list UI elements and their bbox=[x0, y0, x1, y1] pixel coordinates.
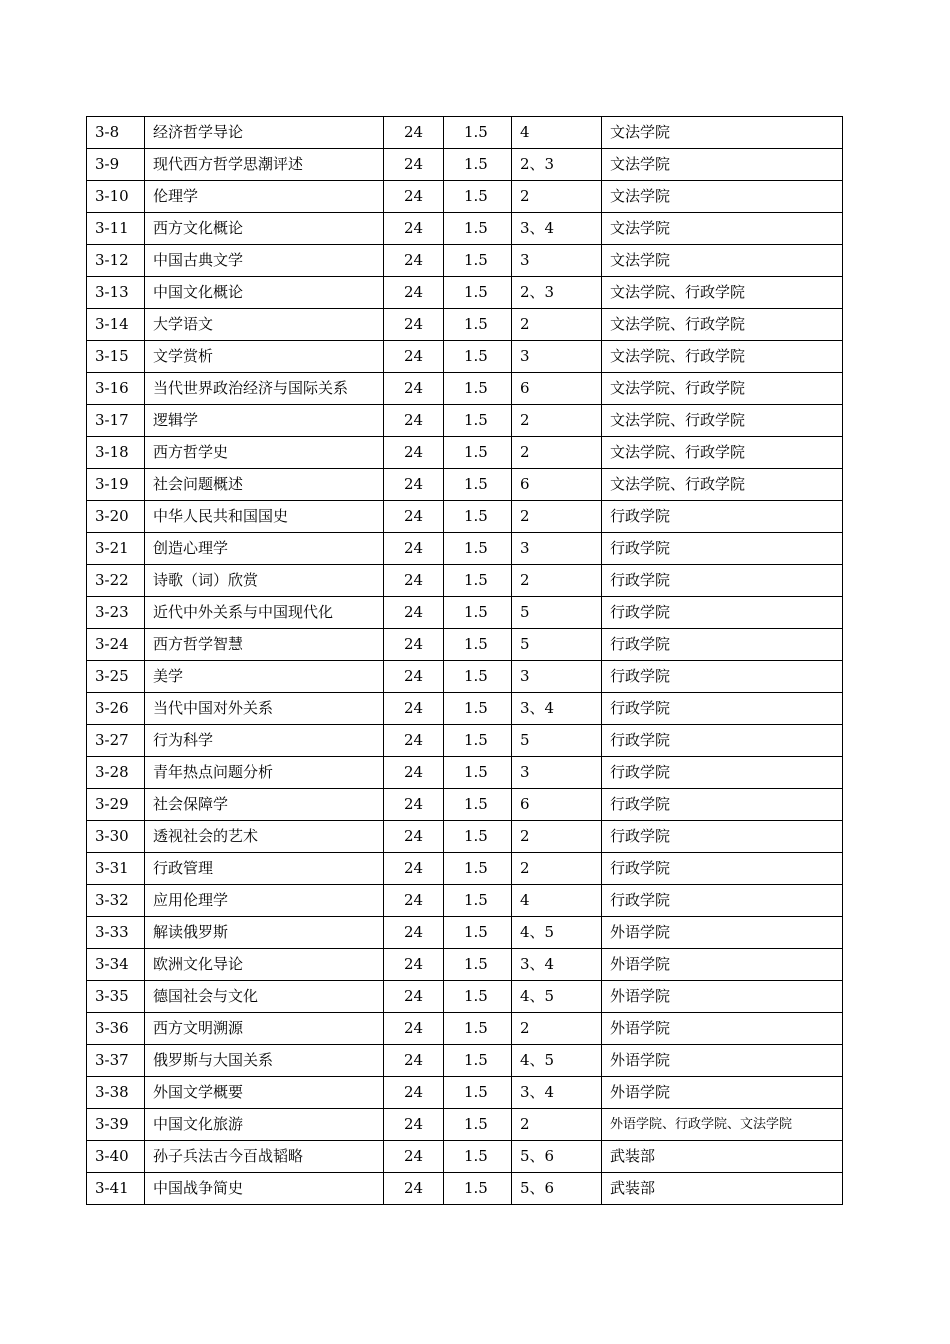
semester-cell: 2 bbox=[512, 1109, 602, 1141]
department-cell: 文法学院、行政学院 bbox=[602, 341, 843, 373]
credit-cell: 1.5 bbox=[444, 981, 512, 1013]
course-code-cell: 3-16 bbox=[87, 373, 145, 405]
credit-cell: 1.5 bbox=[444, 533, 512, 565]
department-cell: 行政学院 bbox=[602, 533, 843, 565]
semester-cell: 6 bbox=[512, 789, 602, 821]
department-cell: 行政学院 bbox=[602, 821, 843, 853]
department-cell: 武装部 bbox=[602, 1141, 843, 1173]
course-code-cell: 3-22 bbox=[87, 565, 145, 597]
credit-cell: 1.5 bbox=[444, 213, 512, 245]
hours-cell: 24 bbox=[384, 885, 444, 917]
course-name-cell: 美学 bbox=[145, 661, 384, 693]
hours-cell: 24 bbox=[384, 661, 444, 693]
course-code-cell: 3-20 bbox=[87, 501, 145, 533]
department-cell: 行政学院 bbox=[602, 661, 843, 693]
department-cell: 外语学院 bbox=[602, 1077, 843, 1109]
credit-cell: 1.5 bbox=[444, 917, 512, 949]
course-name-cell: 创造心理学 bbox=[145, 533, 384, 565]
department-cell: 文法学院、行政学院 bbox=[602, 437, 843, 469]
credit-cell: 1.5 bbox=[444, 437, 512, 469]
hours-cell: 24 bbox=[384, 117, 444, 149]
course-code-cell: 3-34 bbox=[87, 949, 145, 981]
credit-cell: 1.5 bbox=[444, 1173, 512, 1205]
department-cell: 行政学院 bbox=[602, 853, 843, 885]
table-row bbox=[87, 309, 843, 341]
table-row bbox=[87, 213, 843, 245]
department-cell: 行政学院 bbox=[602, 757, 843, 789]
course-name-cell: 透视社会的艺术 bbox=[145, 821, 384, 853]
table-row bbox=[87, 757, 843, 789]
department-cell: 外语学院 bbox=[602, 917, 843, 949]
course-code-cell: 3-9 bbox=[87, 149, 145, 181]
table-row bbox=[87, 149, 843, 181]
course-name-cell: 当代中国对外关系 bbox=[145, 693, 384, 725]
department-cell: 文法学院、行政学院 bbox=[602, 309, 843, 341]
credit-cell: 1.5 bbox=[444, 1013, 512, 1045]
hours-cell: 24 bbox=[384, 245, 444, 277]
hours-cell: 24 bbox=[384, 1077, 444, 1109]
department-cell: 外语学院 bbox=[602, 1013, 843, 1045]
credit-cell: 1.5 bbox=[444, 373, 512, 405]
credit-cell: 1.5 bbox=[444, 629, 512, 661]
course-name-cell: 逻辑学 bbox=[145, 405, 384, 437]
course-code-cell: 3-39 bbox=[87, 1109, 145, 1141]
semester-cell: 3 bbox=[512, 533, 602, 565]
course-name-cell: 西方哲学史 bbox=[145, 437, 384, 469]
credit-cell: 1.5 bbox=[444, 1109, 512, 1141]
credit-cell: 1.5 bbox=[444, 501, 512, 533]
credit-cell: 1.5 bbox=[444, 181, 512, 213]
semester-cell: 2 bbox=[512, 565, 602, 597]
table-row bbox=[87, 117, 843, 149]
credit-cell: 1.5 bbox=[444, 789, 512, 821]
course-name-cell: 诗歌（词）欣赏 bbox=[145, 565, 384, 597]
course-code-cell: 3-12 bbox=[87, 245, 145, 277]
semester-cell: 2 bbox=[512, 405, 602, 437]
semester-cell: 5 bbox=[512, 629, 602, 661]
table-row bbox=[87, 405, 843, 437]
semester-cell: 3 bbox=[512, 245, 602, 277]
table-row bbox=[87, 725, 843, 757]
hours-cell: 24 bbox=[384, 949, 444, 981]
semester-cell: 2 bbox=[512, 1013, 602, 1045]
semester-cell: 2、3 bbox=[512, 277, 602, 309]
course-name-cell: 西方哲学智慧 bbox=[145, 629, 384, 661]
course-name-cell: 文学赏析 bbox=[145, 341, 384, 373]
course-name-cell: 社会保障学 bbox=[145, 789, 384, 821]
semester-cell: 4、5 bbox=[512, 1045, 602, 1077]
course-name-cell: 现代西方哲学思潮评述 bbox=[145, 149, 384, 181]
semester-cell: 3、4 bbox=[512, 949, 602, 981]
department-cell: 武装部 bbox=[602, 1173, 843, 1205]
course-code-cell: 3-35 bbox=[87, 981, 145, 1013]
semester-cell: 3、4 bbox=[512, 1077, 602, 1109]
semester-cell: 3 bbox=[512, 661, 602, 693]
semester-cell: 6 bbox=[512, 469, 602, 501]
hours-cell: 24 bbox=[384, 405, 444, 437]
semester-cell: 3、4 bbox=[512, 213, 602, 245]
semester-cell: 2、3 bbox=[512, 149, 602, 181]
department-cell: 行政学院 bbox=[602, 629, 843, 661]
semester-cell: 2 bbox=[512, 309, 602, 341]
table-row bbox=[87, 501, 843, 533]
credit-cell: 1.5 bbox=[444, 405, 512, 437]
credit-cell: 1.5 bbox=[444, 117, 512, 149]
course-code-cell: 3-36 bbox=[87, 1013, 145, 1045]
credit-cell: 1.5 bbox=[444, 309, 512, 341]
course-code-cell: 3-15 bbox=[87, 341, 145, 373]
table-row bbox=[87, 981, 843, 1013]
course-name-cell: 孙子兵法古今百战韬略 bbox=[145, 1141, 384, 1173]
course-code-cell: 3-8 bbox=[87, 117, 145, 149]
department-cell: 行政学院 bbox=[602, 789, 843, 821]
hours-cell: 24 bbox=[384, 309, 444, 341]
semester-cell: 2 bbox=[512, 437, 602, 469]
semester-cell: 3 bbox=[512, 341, 602, 373]
department-cell: 行政学院 bbox=[602, 501, 843, 533]
semester-cell: 5、6 bbox=[512, 1173, 602, 1205]
semester-cell: 5、6 bbox=[512, 1141, 602, 1173]
course-name-cell: 西方文化概论 bbox=[145, 213, 384, 245]
course-code-cell: 3-10 bbox=[87, 181, 145, 213]
course-name-cell: 西方文明溯源 bbox=[145, 1013, 384, 1045]
department-cell: 行政学院 bbox=[602, 597, 843, 629]
course-code-cell: 3-21 bbox=[87, 533, 145, 565]
semester-cell: 4、5 bbox=[512, 981, 602, 1013]
hours-cell: 24 bbox=[384, 213, 444, 245]
credit-cell: 1.5 bbox=[444, 341, 512, 373]
table-row bbox=[87, 693, 843, 725]
credit-cell: 1.5 bbox=[444, 149, 512, 181]
credit-cell: 1.5 bbox=[444, 757, 512, 789]
table-row bbox=[87, 917, 843, 949]
semester-cell: 2 bbox=[512, 181, 602, 213]
hours-cell: 24 bbox=[384, 1013, 444, 1045]
course-code-cell: 3-18 bbox=[87, 437, 145, 469]
hours-cell: 24 bbox=[384, 1109, 444, 1141]
hours-cell: 24 bbox=[384, 469, 444, 501]
hours-cell: 24 bbox=[384, 149, 444, 181]
course-code-cell: 3-17 bbox=[87, 405, 145, 437]
course-name-cell: 中国文化旅游 bbox=[145, 1109, 384, 1141]
department-cell: 外语学院、行政学院、文法学院 bbox=[602, 1109, 843, 1141]
course-name-cell: 经济哲学导论 bbox=[145, 117, 384, 149]
table-row bbox=[87, 949, 843, 981]
course-name-cell: 中国文化概论 bbox=[145, 277, 384, 309]
course-name-cell: 应用伦理学 bbox=[145, 885, 384, 917]
course-name-cell: 欧洲文化导论 bbox=[145, 949, 384, 981]
hours-cell: 24 bbox=[384, 501, 444, 533]
table-row bbox=[87, 629, 843, 661]
department-cell: 文法学院 bbox=[602, 149, 843, 181]
credit-cell: 1.5 bbox=[444, 469, 512, 501]
semester-cell: 6 bbox=[512, 373, 602, 405]
table-row bbox=[87, 885, 843, 917]
course-code-cell: 3-40 bbox=[87, 1141, 145, 1173]
course-name-cell: 近代中外关系与中国现代化 bbox=[145, 597, 384, 629]
department-cell: 外语学院 bbox=[602, 981, 843, 1013]
department-cell: 文法学院 bbox=[602, 213, 843, 245]
table-row bbox=[87, 469, 843, 501]
credit-cell: 1.5 bbox=[444, 885, 512, 917]
hours-cell: 24 bbox=[384, 533, 444, 565]
credit-cell: 1.5 bbox=[444, 1141, 512, 1173]
table-row bbox=[87, 245, 843, 277]
semester-cell: 5 bbox=[512, 597, 602, 629]
department-cell: 行政学院 bbox=[602, 565, 843, 597]
department-cell: 行政学院 bbox=[602, 693, 843, 725]
course-code-cell: 3-41 bbox=[87, 1173, 145, 1205]
course-code-cell: 3-26 bbox=[87, 693, 145, 725]
semester-cell: 2 bbox=[512, 853, 602, 885]
hours-cell: 24 bbox=[384, 725, 444, 757]
credit-cell: 1.5 bbox=[444, 1045, 512, 1077]
course-code-cell: 3-14 bbox=[87, 309, 145, 341]
course-name-cell: 当代世界政治经济与国际关系 bbox=[145, 373, 384, 405]
course-code-cell: 3-38 bbox=[87, 1077, 145, 1109]
department-cell: 外语学院 bbox=[602, 949, 843, 981]
department-cell: 文法学院 bbox=[602, 181, 843, 213]
course-name-cell: 外国文学概要 bbox=[145, 1077, 384, 1109]
table-body bbox=[87, 117, 843, 1205]
table-row bbox=[87, 853, 843, 885]
course-code-cell: 3-33 bbox=[87, 917, 145, 949]
course-name-cell: 社会问题概述 bbox=[145, 469, 384, 501]
semester-cell: 2 bbox=[512, 821, 602, 853]
table-row bbox=[87, 1109, 843, 1141]
department-cell: 文法学院 bbox=[602, 245, 843, 277]
hours-cell: 24 bbox=[384, 917, 444, 949]
hours-cell: 24 bbox=[384, 1141, 444, 1173]
semester-cell: 3、4 bbox=[512, 693, 602, 725]
table-row bbox=[87, 373, 843, 405]
hours-cell: 24 bbox=[384, 981, 444, 1013]
department-cell: 外语学院 bbox=[602, 1045, 843, 1077]
course-code-cell: 3-37 bbox=[87, 1045, 145, 1077]
hours-cell: 24 bbox=[384, 565, 444, 597]
course-name-cell: 伦理学 bbox=[145, 181, 384, 213]
table-row bbox=[87, 661, 843, 693]
credit-cell: 1.5 bbox=[444, 693, 512, 725]
credit-cell: 1.5 bbox=[444, 725, 512, 757]
credit-cell: 1.5 bbox=[444, 597, 512, 629]
department-cell: 文法学院、行政学院 bbox=[602, 373, 843, 405]
course-name-cell: 行为科学 bbox=[145, 725, 384, 757]
course-code-cell: 3-13 bbox=[87, 277, 145, 309]
table-row bbox=[87, 597, 843, 629]
department-cell: 文法学院、行政学院 bbox=[602, 277, 843, 309]
table-row bbox=[87, 533, 843, 565]
course-name-cell: 德国社会与文化 bbox=[145, 981, 384, 1013]
course-code-cell: 3-31 bbox=[87, 853, 145, 885]
hours-cell: 24 bbox=[384, 277, 444, 309]
semester-cell: 4 bbox=[512, 117, 602, 149]
hours-cell: 24 bbox=[384, 181, 444, 213]
table-row bbox=[87, 1173, 843, 1205]
department-cell: 行政学院 bbox=[602, 885, 843, 917]
course-name-cell: 中国古典文学 bbox=[145, 245, 384, 277]
table-row bbox=[87, 437, 843, 469]
course-name-cell: 俄罗斯与大国关系 bbox=[145, 1045, 384, 1077]
table-row bbox=[87, 341, 843, 373]
table-row bbox=[87, 1077, 843, 1109]
hours-cell: 24 bbox=[384, 629, 444, 661]
department-cell: 文法学院、行政学院 bbox=[602, 405, 843, 437]
semester-cell: 4、5 bbox=[512, 917, 602, 949]
table-row bbox=[87, 821, 843, 853]
course-code-cell: 3-23 bbox=[87, 597, 145, 629]
credit-cell: 1.5 bbox=[444, 821, 512, 853]
table-row bbox=[87, 565, 843, 597]
credit-cell: 1.5 bbox=[444, 565, 512, 597]
semester-cell: 2 bbox=[512, 501, 602, 533]
table-row bbox=[87, 181, 843, 213]
hours-cell: 24 bbox=[384, 1173, 444, 1205]
semester-cell: 4 bbox=[512, 885, 602, 917]
course-code-cell: 3-11 bbox=[87, 213, 145, 245]
table-row bbox=[87, 1141, 843, 1173]
course-code-cell: 3-29 bbox=[87, 789, 145, 821]
course-code-cell: 3-30 bbox=[87, 821, 145, 853]
course-name-cell: 中华人民共和国国史 bbox=[145, 501, 384, 533]
hours-cell: 24 bbox=[384, 821, 444, 853]
table-row bbox=[87, 789, 843, 821]
hours-cell: 24 bbox=[384, 693, 444, 725]
course-code-cell: 3-19 bbox=[87, 469, 145, 501]
course-table bbox=[86, 116, 843, 1205]
department-cell: 行政学院 bbox=[602, 725, 843, 757]
course-code-cell: 3-27 bbox=[87, 725, 145, 757]
credit-cell: 1.5 bbox=[444, 277, 512, 309]
course-name-cell: 大学语文 bbox=[145, 309, 384, 341]
semester-cell: 3 bbox=[512, 757, 602, 789]
course-name-cell: 行政管理 bbox=[145, 853, 384, 885]
table-row bbox=[87, 277, 843, 309]
hours-cell: 24 bbox=[384, 597, 444, 629]
table-row bbox=[87, 1013, 843, 1045]
hours-cell: 24 bbox=[384, 853, 444, 885]
hours-cell: 24 bbox=[384, 1045, 444, 1077]
department-cell: 文法学院 bbox=[602, 117, 843, 149]
course-name-cell: 青年热点问题分析 bbox=[145, 757, 384, 789]
credit-cell: 1.5 bbox=[444, 661, 512, 693]
hours-cell: 24 bbox=[384, 437, 444, 469]
course-code-cell: 3-25 bbox=[87, 661, 145, 693]
course-code-cell: 3-32 bbox=[87, 885, 145, 917]
credit-cell: 1.5 bbox=[444, 853, 512, 885]
credit-cell: 1.5 bbox=[444, 245, 512, 277]
semester-cell: 5 bbox=[512, 725, 602, 757]
hours-cell: 24 bbox=[384, 757, 444, 789]
credit-cell: 1.5 bbox=[444, 949, 512, 981]
credit-cell: 1.5 bbox=[444, 1077, 512, 1109]
hours-cell: 24 bbox=[384, 341, 444, 373]
course-name-cell: 中国战争简史 bbox=[145, 1173, 384, 1205]
course-code-cell: 3-28 bbox=[87, 757, 145, 789]
table-row bbox=[87, 1045, 843, 1077]
department-cell: 文法学院、行政学院 bbox=[602, 469, 843, 501]
hours-cell: 24 bbox=[384, 373, 444, 405]
course-code-cell: 3-24 bbox=[87, 629, 145, 661]
hours-cell: 24 bbox=[384, 789, 444, 821]
course-name-cell: 解读俄罗斯 bbox=[145, 917, 384, 949]
